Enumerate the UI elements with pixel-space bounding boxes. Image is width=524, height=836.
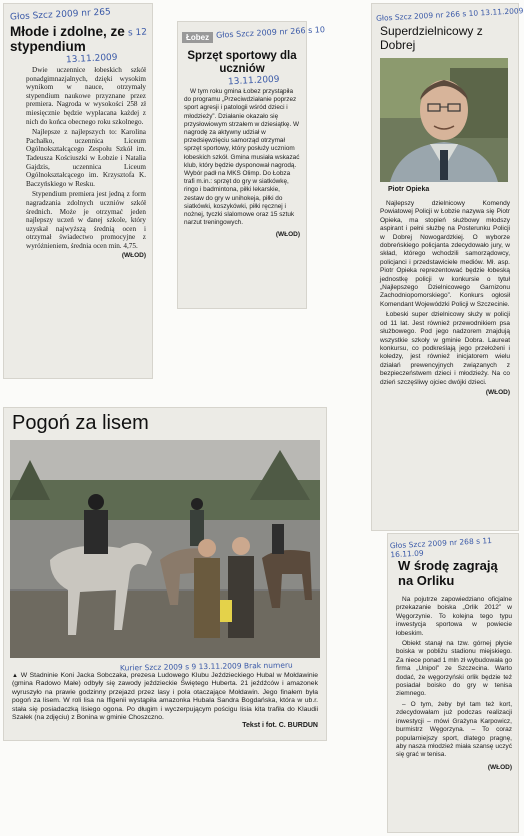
author-signature: (WŁOD) xyxy=(487,763,512,771)
handwritten-source-note: Głos Szcz 2009 nr 266 s 10 13.11.2009 xyxy=(375,6,524,23)
author-signature: (WŁOD) xyxy=(275,231,300,239)
clipping-orlik-pitch xyxy=(388,534,518,832)
author-signature: Tekst i fot. C. BURDUN xyxy=(242,722,318,730)
paragraph: Dwie uczennice łobeskich szkół ponadgimnazjalnych, dzięki wysokim wynikom w nauce, otrzymały stypendium naukowe przyznane przez premiera. Nagroda w wysokości 258 zł miesięcznie będzie wypłacana każdej z nich do końca obecnego roku szkolnego. xyxy=(26,66,146,126)
clipping-scholarship xyxy=(4,4,152,378)
article-body xyxy=(184,88,300,240)
handwritten-date: 13.11.2009 xyxy=(65,52,118,66)
clipping-fox-hunt xyxy=(4,408,326,740)
photo-caption: Piotr Opieka xyxy=(388,186,430,193)
caption-marker-icon: ▲ xyxy=(12,673,21,679)
caption-text: W Stadninie Koni Jacka Sobczaka, prezesa Ludowego Klubu Jeździeckiego Hubal w Mołdawinie (gmina Radowo Małe) odbyły się zawody jeździeckie Świętego Huberta. 21 jeźdźców i amazonek wyruszyło na prawie godzinny przejazd przez lasy i pola otaczające Mołdawin. Jego finałem była pogoń za lisem. W roli lisa na Ifigenii wystąpiła amazonka Hubala Sandra Bogdańska, która w ub.r. stała się posiadaczką lisiego ogona. Po długim i wyczerpującym pościgu lisia kita trafiła do Klaudii Szałek (na zdjęciu) z Bonina w gminie Choszczno. xyxy=(12,672,318,722)
paragraph: Stypendium premiera jest jedną z form nagradzania zdolnych uczniów szkół średnich. Może je otrzymać jeden najlepszy uczeń w danej szkole, który uzyskał najwyższą średnią ocen i otrzymał świadectwo promocyjne z wyróżnieniem, średnia ocen min. 4,75. xyxy=(26,190,146,250)
handwritten-source-note: Głos Szcz 2009 nr 266 s 10 xyxy=(215,25,326,40)
paragraph: – O tym, żeby był tam też kort, zdecydowałam już podczas realizacji inwestycji – mówi Grażyna Karpowicz, burmistrz Węgorzyna. – To coraz popularniejszy sport, dlatego pragnę, aby nasza młodzież miała szansę uczyć się grać w tenisa. xyxy=(396,700,512,759)
section-tag: Łobez xyxy=(182,32,213,43)
paragraph: Najlepsze z najlepszych to: Karolina Pachałko, uczennica Liceum Ogólnokształcącego Zespołu Szkół im. Tadeusza Kościuszki w Łobzie i Natalia Gajdzis, uczennica Liceum Ogólnokształcącego im. Krzysztofa K. Baczyńskiego w Resku. xyxy=(26,128,146,188)
article-title: Pogoń za lisem xyxy=(12,412,149,434)
handwritten-source-note: Głos Szcz 2009 nr 265 xyxy=(9,7,111,23)
paragraph: Obiekt stanął na tzw. górnej płycie boiska w pobliżu stadionu miejskiego. Za niece ponad 1 mln zł wybudowała go firma „Unipol” ze Szczecina. Warto dodać, że węgorzyński orlik będzie też posiadał boisko do gry w tenisa ziemnego. xyxy=(396,640,512,698)
paragraph: Na pojutrze zapowiedziano oficjalne przekazanie boiska „Orlik 2012” w Węgorzynie. To kolejna tego typu inwestycja sportowa w powiecie łobeskim. xyxy=(396,596,512,637)
article-title: Superdzielnicowy z Dobrej xyxy=(380,24,483,52)
author-signature: (WŁOD) xyxy=(485,388,510,396)
clipping-sports-equipment xyxy=(178,22,326,308)
clipping-police-officer xyxy=(372,4,524,530)
paragraph: W tym roku gmina Łobez przystąpiła do programu „Przeciwdziałanie poprzez sport agresji i patologii wśród dzieci i młodzieży”. Działanie okazało się przysłowiowym strzałem w dziesiątkę. W nagrodę za aktywny udział w przedsięwzięciu samorząd otrzymał sprzęt sportowy, który posłuży uczniom łobeskich szkół. Gmina musiała wskazać klub, który będzie dysponował nagrodą. Wybór padł na MKS Olimp. Do Łobza trafi m.in.: sprzęt do gry w siatkówkę, ringo i badmintona, piłki lekarskie, zestaw do gry w unihokeja, piłki do siatkówki, koszykówki, piłki ręcznej i nożnej, tyczki slalomowe oraz 15 sztuk narzut treningowych. xyxy=(184,88,300,227)
article-title: Młode i zdolne, ze stypendium xyxy=(10,24,125,54)
horse-riders-photo xyxy=(10,440,320,658)
article-body xyxy=(396,596,512,772)
article-body xyxy=(380,200,510,397)
handwritten-date: 13.11.2009 xyxy=(227,74,280,88)
handwritten-page-note: s 12 xyxy=(127,27,148,39)
author-signature: (WŁOD) xyxy=(121,252,146,260)
paragraph: Najlepszy dzielnicowy Komendy Powiatowej Policji w Łobzie nazywa się Piotr Opieka, ma stopień służbowy młodszy aspirant i pełni służbę na Posterunku Policji w Dobrej Nowogardzkiej. O wyborze dobreńskiego policjanta zdecydowało jury, w skład, którego wchodzili samorządowcy, policjanci i przedstawiciele mediów. Mł. asp. Piotr Opieka reprezentować będzie łobeską jednostkę policji w konkursie o tytuł „Najlepszego Dzielnicowego Garnizonu Zachodniopomorskiego”. Konkurs ogłosił Komendant Wojewódzki Policji w Szczecinie. xyxy=(380,200,510,308)
paragraph: Łobeski super dzielnicowy służy w policji od 11 lat. Jest również przewodnikiem psa służbowego. Pod jego nadzorem znajdują wszystkie szkoły w gminie Dobra. Laureat konkursu, co podkreślają jego przełożeni i koledzy, jest również inicjatorem wielu działań prewencyjnych związanych z bezpieczeństwem dzieci i młodzieży. Na co dzień szczęśliwy ojciec dwójki dzieci. xyxy=(380,311,510,386)
article-title: Sprzęt sportowy dla uczniów xyxy=(187,50,297,75)
officer-photo xyxy=(380,58,508,182)
handwritten-source-note: Głos Szcz 2009 nr 268 s 11 16.11.09 xyxy=(389,535,493,560)
photo-caption xyxy=(12,672,318,731)
article-title: W środę zagrają na Orliku xyxy=(398,558,498,588)
article-body xyxy=(26,66,146,261)
handwritten-source-note: Kurier Szcz 2009 s 9 13.11.2009 Brak numeru xyxy=(119,660,293,673)
